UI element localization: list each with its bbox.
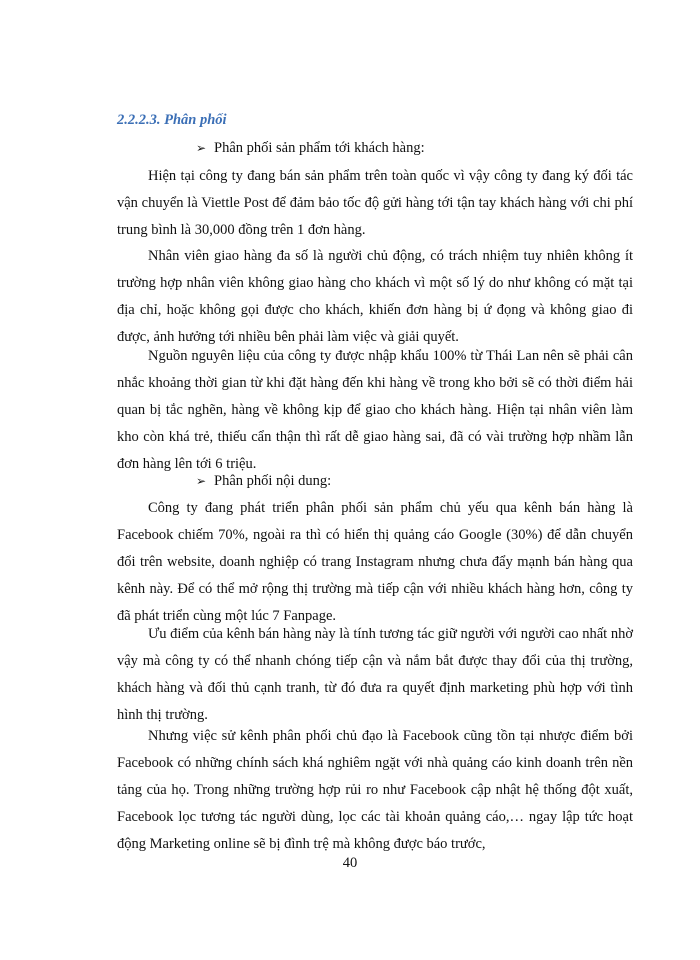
page-number: 40	[342, 855, 358, 871]
paragraph: Hiện tại công ty đang bán sản phẩm trên toàn quốc vì vậy công ty đang ký đối tác vận chuyển là Viettle Post để đảm bảo tốc độ gửi hàng tới tận tay khách hàng với chi phí trung bình là 30,000 đồng trên 1 đơn hàng.	[117, 168, 633, 238]
bullet-label: Phân phối nội dung:	[214, 473, 332, 489]
paragraph: Nhưng việc sử kênh phân phối chủ đạo là Facebook cũng tồn tại nhược điểm bởi Facebook có những chính sách khá nghiêm ngặt với nhà quảng cáo kinh doanh trên nền tảng của họ. Trong những trường hợp rủi ro như Facebook cập nhật hệ thống đột xuất, Facebook lọc tương tác người dùng, lọc các tài khoản quảng cáo,… ngay lập tức hoạt động Marketing online sẽ bị đình trệ mà không được báo trước,	[117, 728, 633, 852]
bullet-label: Phân phối sản phẩm tới khách hàng:	[214, 140, 425, 156]
bullet-item-content	[196, 473, 331, 490]
paragraph: Nhân viên giao hàng đa số là người chủ động, có trách nhiệm tuy nhiên không ít trường hợp nhân viên không giao hàng cho khách vì một số lý do như không có mặt tại địa chỉ, hoặc không gọi được cho khách, khiến đơn hàng bị ứ đọng và không giao đi được, ảnh hưởng tới nhiều bên phải làm việc và giải quyết.	[117, 248, 633, 345]
arrow-bullet-icon: ➢	[196, 474, 207, 488]
arrow-bullet-icon: ➢	[196, 141, 207, 155]
bullet-item-delivery	[196, 140, 425, 157]
paragraph: Ưu điểm của kênh bán hàng này là tính tương tác giữ người với người cao nhất nhờ vậy mà công ty có thể nhanh chóng tiếp cận và nắm bắt được thay đổi của thị trường, khách hàng và đối thủ cạnh tranh, từ đó đưa ra quyết định marketing phù hợp với tình hình thị trường.	[117, 626, 633, 723]
section-heading: 2.2.2.3. Phân phối	[117, 112, 227, 128]
paragraph: Công ty đang phát triển phân phối sản phẩm chủ yếu qua kênh bán hàng là Facebook chiếm 70%, ngoài ra thì có hiển thị quảng cáo Google (30%) để dẫn chuyển đổi trên website, doanh nghiệp có trang Instagram nhưng chưa đẩy mạnh bán hàng qua kênh này. Để có thể mở rộng thị trường mà tiếp cận với nhiều khách hàng hơn, công ty đã phát triển cùng một lúc 7 Fanpage.	[117, 500, 633, 624]
paragraph: Nguồn nguyên liệu của công ty được nhập khẩu 100% từ Thái Lan nên sẽ phải cân nhắc khoảng thời gian từ khi đặt hàng đến khi hàng về trong kho bởi sẽ có thời điểm hải quan bị tắc nghẽn, hàng về không kịp để giao cho khách hàng. Hiện tại nhân viên làm kho còn khá trẻ, thiếu cẩn thận thì rất dễ giao hàng sai, đã có vài trường hợp nhầm lẫn đơn hàng lên tới 6 triệu.	[117, 348, 633, 472]
